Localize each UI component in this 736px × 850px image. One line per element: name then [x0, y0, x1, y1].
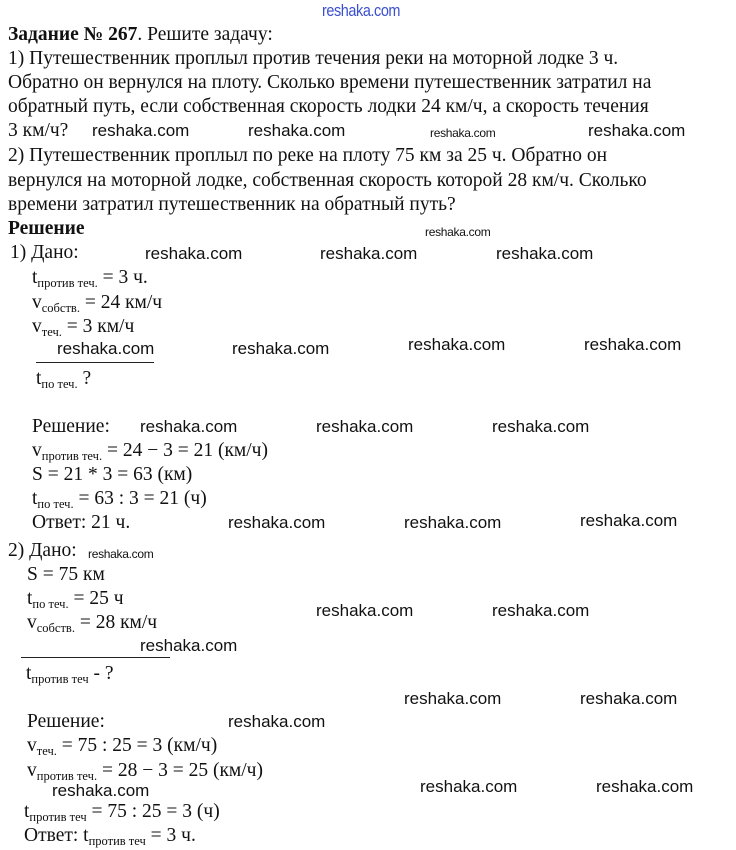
- part2-given-item: $v_{собств.} = 28$ км/ч: [27, 612, 158, 635]
- task-number: Задание № 267: [8, 24, 138, 45]
- part1-answer: Ответ: 21 ч.: [32, 512, 131, 533]
- divider: [36, 362, 154, 363]
- watermark: reshaka.com: [492, 601, 590, 620]
- part2-given-item: $t_{по теч.} = 25$ ч: [27, 588, 124, 611]
- watermark: reshaka.com: [92, 121, 190, 140]
- part2-solution-label: Решение:: [27, 711, 105, 732]
- task-line: обратный путь, если собственная скорость лодки 24 км/ч, а скорость течения: [8, 96, 649, 117]
- watermark: reshaka.com: [492, 417, 590, 436]
- watermark: reshaka.com: [316, 601, 414, 620]
- watermark: reshaka.com: [425, 225, 491, 239]
- watermark: reshaka.com: [232, 339, 330, 358]
- part1-step: S = 21 * 3 = 63 (км): [32, 464, 193, 485]
- part1-given-item: $t_{против теч.} = 3$ ч.: [32, 267, 148, 290]
- task-line: 3 км/ч?: [8, 120, 69, 141]
- watermark: reshaka.com: [320, 244, 418, 263]
- part2-step: $v_{теч.} = 75$ : 25 = 3 (км/ч): [27, 735, 218, 758]
- part1-step: $t_{по теч.} = 63$ : 3 = 21 (ч): [32, 488, 207, 511]
- task-line: вернулся на моторной лодке, собственная скорость которой 28 км/ч. Сколько: [8, 170, 647, 191]
- watermark: reshaka.com: [228, 513, 326, 532]
- watermark: reshaka.com: [404, 689, 502, 708]
- part2-given-item: S = 75 км: [27, 564, 105, 585]
- part2-given-label: 2) Дано:: [8, 540, 77, 561]
- watermark: reshaka.com: [588, 121, 686, 140]
- watermark: reshaka.com: [88, 547, 154, 561]
- watermark: reshaka.com: [580, 689, 678, 708]
- header-watermark: reshaka.com: [322, 1, 401, 20]
- watermark: reshaka.com: [140, 636, 238, 655]
- watermark: reshaka.com: [496, 244, 594, 263]
- part1-find: $t_{по теч.}$ ?: [36, 368, 92, 391]
- watermark: reshaka.com: [430, 126, 496, 140]
- task-instruction: . Решите задачу:: [137, 24, 273, 45]
- watermark: reshaka.com: [316, 417, 414, 436]
- watermark: reshaka.com: [140, 417, 238, 436]
- watermark: reshaka.com: [57, 339, 155, 358]
- solution-heading: Решение: [8, 218, 85, 239]
- watermark: reshaka.com: [52, 781, 150, 800]
- watermark: reshaka.com: [596, 777, 694, 796]
- task-line: 2) Путешественник проплыл по реке на плоту 75 км за 25 ч. Обратно он: [8, 145, 608, 166]
- task-line: времени затратил путешественник на обратный путь?: [8, 194, 456, 215]
- part1-given-item: $v_{собств.} = 24$ км/ч: [32, 292, 163, 315]
- divider: [21, 657, 170, 658]
- watermark: reshaka.com: [580, 511, 678, 530]
- part1-solution-label: Решение:: [32, 416, 110, 437]
- watermark: reshaka.com: [404, 513, 502, 532]
- part2-answer: Ответ: $t_{против теч} = 3$ ч.: [24, 825, 196, 848]
- watermark: reshaka.com: [420, 777, 518, 796]
- part2-find: $t_{против теч}$ - ?: [26, 663, 114, 686]
- watermark: reshaka.com: [408, 335, 506, 354]
- watermark: reshaka.com: [228, 712, 326, 731]
- task-line: Обратно он вернулся на плоту. Сколько времени путешественник затратил на: [8, 72, 652, 93]
- part1-given-item: $v_{теч.} = 3$ км/ч: [32, 316, 135, 339]
- part1-step: $v_{против теч.} = 24 - 3 = 21$ (км/ч): [32, 440, 268, 463]
- part1-given-label: 1) Дано:: [10, 242, 79, 263]
- part2-step: $v_{против теч.} = 28 - 3 = 25$ (км/ч): [27, 760, 263, 783]
- task-title: [8, 24, 273, 46]
- watermark: reshaka.com: [248, 121, 346, 140]
- task-line: 1) Путешественник проплыл против течения реки на моторной лодке 3 ч.: [8, 48, 619, 69]
- watermark: reshaka.com: [145, 244, 243, 263]
- watermark: reshaka.com: [584, 335, 682, 354]
- part2-step: $t_{против теч} = 75$ : 25 = 3 (ч): [24, 801, 220, 824]
